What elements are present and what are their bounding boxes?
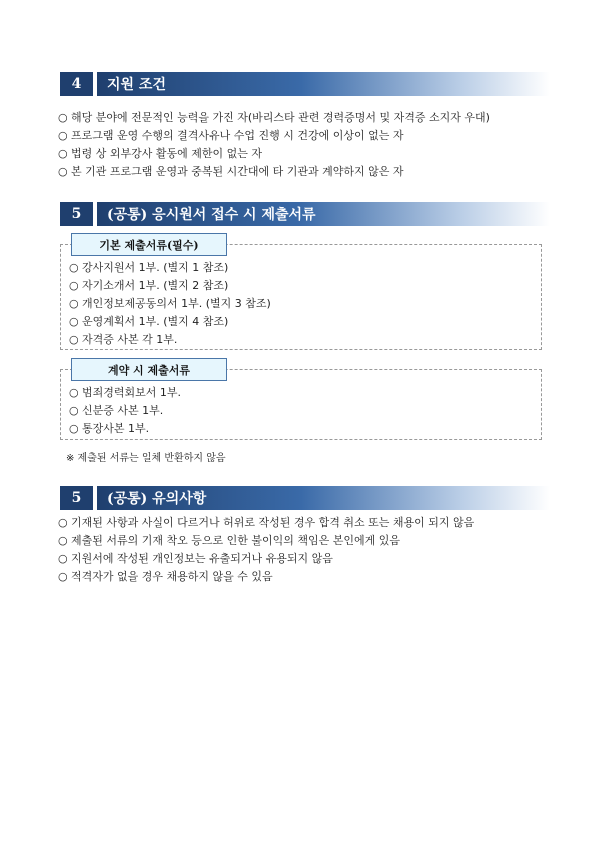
list-item: ○ 자기소개서 1부. (별지 2 참조) bbox=[69, 277, 541, 295]
list-item: ○ 제출된 서류의 기재 착오 등으로 인한 불이익의 책임은 본인에게 있음 bbox=[58, 532, 474, 550]
circle-bullet-icon: ○ bbox=[58, 111, 68, 124]
required-documents-list bbox=[61, 245, 541, 353]
list-item: ○ 프로그램 운영 수행의 결격사유나 수업 진행 시 건강에 이상이 없는 자 bbox=[58, 127, 490, 145]
list-item: ○ 기재된 사항과 사실이 다르거나 허위로 작성된 경우 합격 취소 또는 채용이 되지 않음 bbox=[58, 514, 474, 532]
section-number: 4 bbox=[60, 72, 93, 96]
circle-bullet-icon: ○ bbox=[69, 422, 79, 435]
list-item: ○ 통장사본 1부. bbox=[69, 420, 541, 438]
circle-bullet-icon: ○ bbox=[58, 165, 68, 178]
circle-bullet-icon: ○ bbox=[58, 534, 68, 547]
section-header-notices bbox=[60, 486, 550, 510]
list-item: ○ 범죄경력회보서 1부. bbox=[69, 384, 541, 402]
section-number: 5 bbox=[60, 486, 93, 510]
notices-list bbox=[58, 514, 474, 586]
circle-bullet-icon: ○ bbox=[58, 129, 68, 142]
section-title: (공통) 응시원서 접수 시 제출서류 bbox=[97, 202, 550, 226]
return-note: ※ 제출된 서류는 일체 반환하지 않음 bbox=[66, 453, 226, 464]
list-item: ○ 운영계획서 1부. (별지 4 참조) bbox=[69, 313, 541, 331]
conditions-list bbox=[58, 109, 490, 181]
circle-bullet-icon: ○ bbox=[58, 516, 68, 529]
section-title: 지원 조건 bbox=[97, 72, 550, 96]
circle-bullet-icon: ○ bbox=[58, 147, 68, 160]
list-item: ○ 해당 분야에 전문적인 능력을 가진 자(바리스타 관련 경력증명서 및 자격증 소지자 우대) bbox=[58, 109, 490, 127]
list-item: ○ 강사지원서 1부. (별지 1 참조) bbox=[69, 259, 541, 277]
list-item: ○ 신분증 사본 1부. bbox=[69, 402, 541, 420]
circle-bullet-icon: ○ bbox=[69, 315, 79, 328]
list-item: ○ 법령 상 외부강사 활동에 제한이 없는 자 bbox=[58, 145, 490, 163]
circle-bullet-icon: ○ bbox=[69, 279, 79, 292]
list-item: ○ 본 기관 프로그램 운영과 중복된 시간대에 타 기관과 계약하지 않은 자 bbox=[58, 163, 490, 181]
circle-bullet-icon: ○ bbox=[69, 404, 79, 417]
section-header-documents bbox=[60, 202, 550, 226]
list-item: ○ 자격증 사본 각 1부. bbox=[69, 331, 541, 349]
circle-bullet-icon: ○ bbox=[58, 552, 68, 565]
list-item: ○ 개인정보제공동의서 1부. (별지 3 참조) bbox=[69, 295, 541, 313]
list-item: ○ 적격자가 없을 경우 채용하지 않을 수 있음 bbox=[58, 568, 474, 586]
circle-bullet-icon: ○ bbox=[69, 386, 79, 399]
section-title: (공통) 유의사항 bbox=[97, 486, 550, 510]
circle-bullet-icon: ○ bbox=[69, 261, 79, 274]
section-number: 5 bbox=[60, 202, 93, 226]
contract-documents-box bbox=[60, 363, 542, 440]
circle-bullet-icon: ○ bbox=[69, 297, 79, 310]
circle-bullet-icon: ○ bbox=[69, 333, 79, 346]
list-item: ○ 지원서에 작성된 개인정보는 유출되거나 유용되지 않음 bbox=[58, 550, 474, 568]
section-header-conditions bbox=[60, 72, 550, 96]
box-label: 계약 시 제출서류 bbox=[71, 358, 227, 381]
required-documents-box bbox=[60, 238, 542, 350]
circle-bullet-icon: ○ bbox=[58, 570, 68, 583]
box-label: 기본 제출서류(필수) bbox=[71, 233, 227, 256]
